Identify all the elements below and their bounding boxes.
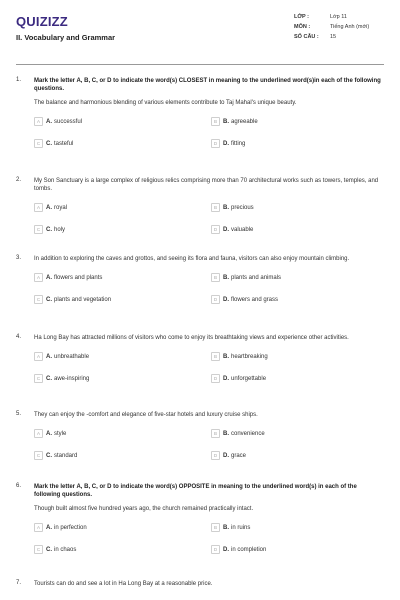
answer-option-b[interactable] (209, 352, 384, 361)
answer-options (34, 523, 384, 554)
option-label: C. (46, 296, 52, 303)
question-body (34, 411, 384, 460)
question-stem: My Son Sanctuary is a large complex of religious relics comprising more than 70 architectural works such as towers, temples, and tombs. (34, 178, 379, 192)
option-label: B. (223, 274, 229, 281)
option-checkbox[interactable]: A (34, 203, 43, 212)
option-checkbox[interactable]: B (211, 429, 220, 438)
question-instruction: Mark the letter A, B, C, or D to indicate the word(s) OPPOSITE in meaning to the underlined word(s) in each of the following questions. (34, 484, 357, 498)
answer-option-d[interactable] (209, 451, 384, 460)
option-label: B. (223, 430, 229, 437)
question-number: 4. (16, 334, 22, 340)
question-item (16, 411, 384, 460)
question-stem: Ha Long Bay has attracted millions of visitors who come to enjoy its breathtaking views and experience other activities. (34, 335, 349, 341)
option-checkbox[interactable]: B (211, 273, 220, 282)
option-checkbox[interactable]: B (211, 523, 220, 532)
option-text: fitting (231, 140, 246, 147)
option-label: A. (46, 274, 52, 281)
option-checkbox[interactable]: C (34, 225, 43, 234)
option-label: D. (223, 296, 229, 303)
option-text: royal (54, 204, 68, 211)
meta-row-count (294, 32, 384, 42)
option-text: grace (231, 452, 247, 459)
answer-option-c[interactable] (34, 139, 209, 148)
option-checkbox[interactable]: A (34, 117, 43, 126)
option-checkbox[interactable]: B (211, 352, 220, 361)
meta-key: SỐ CÂU : (294, 34, 319, 40)
option-text: valuable (231, 226, 254, 233)
option-label: D. (223, 140, 229, 147)
option-text: successful (54, 118, 83, 125)
question-body (34, 334, 384, 383)
question-item (16, 255, 384, 304)
question-number: 2. (16, 177, 22, 183)
option-text: precious (231, 204, 254, 211)
option-text: plants and vegetation (54, 296, 112, 303)
option-checkbox[interactable]: A (34, 273, 43, 282)
meta-value: Lớp 11 (330, 14, 347, 20)
answer-option-a[interactable] (34, 429, 209, 438)
option-text: in perfection (54, 524, 87, 531)
question-stem: The balance and harmonious blending of various elements contribute to Taj Mahal's unique beauty. (34, 100, 297, 106)
question-body (34, 580, 384, 588)
question-item (16, 483, 384, 554)
answer-options (34, 273, 384, 304)
answer-option-b[interactable] (209, 523, 384, 532)
option-label: B. (223, 204, 229, 211)
question-stem: In addition to exploring the caves and grottos, and seeing its flora and fauna, visitors can also enjoy mountain climbing. (34, 256, 350, 262)
question-item (16, 177, 384, 234)
answer-option-d[interactable] (209, 374, 384, 383)
answer-options (34, 429, 384, 460)
option-label: D. (223, 226, 229, 233)
option-checkbox[interactable]: C (34, 295, 43, 304)
answer-option-a[interactable] (34, 352, 209, 361)
answer-option-d[interactable] (209, 295, 384, 304)
option-checkbox[interactable]: B (211, 203, 220, 212)
option-label: C. (46, 452, 52, 459)
question-item (16, 580, 384, 598)
question-body (34, 483, 384, 554)
option-checkbox[interactable]: B (211, 117, 220, 126)
option-text: agreeable (231, 118, 258, 125)
question-number: 5. (16, 411, 22, 417)
option-label: C. (46, 140, 52, 147)
option-label: A. (46, 118, 52, 125)
answer-option-a[interactable] (34, 117, 209, 126)
section-title: II. Vocabulary and Grammar (16, 33, 116, 42)
option-label: D. (223, 375, 229, 382)
option-checkbox[interactable]: D (211, 225, 220, 234)
question-instruction: Mark the letter A, B, C, or D to indicate the word(s) CLOSEST in meaning to the underlined word(s)in each of the following questions. (34, 78, 381, 92)
worksheet-header (16, 12, 384, 64)
option-label: A. (46, 204, 52, 211)
answer-option-d[interactable] (209, 225, 384, 234)
answer-option-a[interactable] (34, 203, 209, 212)
meta-key: MÔN : (294, 24, 311, 30)
option-label: A. (46, 353, 52, 360)
option-text: standard (54, 452, 78, 459)
option-text: heartbreaking (231, 353, 268, 360)
answer-option-d[interactable] (209, 545, 384, 554)
option-label: B. (223, 118, 229, 125)
question-body (34, 77, 384, 148)
option-checkbox[interactable]: C (34, 545, 43, 554)
meta-key: LỚP : (294, 14, 309, 20)
option-checkbox[interactable]: D (211, 374, 220, 383)
option-checkbox[interactable]: A (34, 352, 43, 361)
answer-option-b[interactable] (209, 273, 384, 282)
meta-value: 15 (330, 34, 337, 40)
option-text: in completion (231, 546, 267, 553)
option-label: A. (46, 430, 52, 437)
answer-options (34, 352, 384, 383)
answer-option-c[interactable] (34, 545, 209, 554)
answer-option-a[interactable] (34, 273, 209, 282)
option-label: A. (46, 524, 52, 531)
answer-option-b[interactable] (209, 429, 384, 438)
question-item (16, 77, 384, 148)
question-number: 6. (16, 483, 22, 489)
question-stem: Though built almost five hundred years ago, the church remained practically intact. (34, 506, 254, 512)
answer-option-b[interactable] (209, 203, 384, 212)
question-number: 3. (16, 255, 22, 261)
option-checkbox[interactable]: D (211, 139, 220, 148)
question-number: 1. (16, 77, 22, 83)
option-checkbox[interactable]: D (211, 545, 220, 554)
option-checkbox[interactable]: A (34, 523, 43, 532)
answer-option-b[interactable] (209, 117, 384, 126)
question-body (34, 177, 384, 234)
header-divider (16, 64, 384, 65)
question-stem: Tourists can do and see a lot in Ha Long Bay at a reasonable price. (34, 581, 213, 587)
option-label: B. (223, 524, 229, 531)
question-stem: They can enjoy the -comfort and elegance of five-star hotels and luxury cruise ships. (34, 412, 258, 418)
worksheet-meta (294, 12, 384, 42)
answer-option-c[interactable] (34, 295, 209, 304)
option-checkbox[interactable]: C (34, 374, 43, 383)
option-label: D. (223, 546, 229, 553)
question-body (34, 255, 384, 304)
option-checkbox[interactable]: D (211, 295, 220, 304)
option-checkbox[interactable]: D (211, 451, 220, 460)
option-text: awe-inspiring (54, 375, 90, 382)
answer-options (34, 117, 384, 148)
answer-option-c[interactable] (34, 374, 209, 383)
option-text: unbreathable (54, 353, 90, 360)
option-text: plants and animals (231, 274, 282, 281)
quizizz-logo: QUIZIZZ (16, 14, 68, 29)
option-text: in chaos (54, 546, 77, 553)
answer-option-a[interactable] (34, 523, 209, 532)
answer-option-d[interactable] (209, 139, 384, 148)
option-label: D. (223, 452, 229, 459)
option-label: C. (46, 375, 52, 382)
option-checkbox[interactable]: A (34, 429, 43, 438)
option-checkbox[interactable]: C (34, 139, 43, 148)
meta-row-subject (294, 22, 384, 32)
question-item (16, 334, 384, 383)
option-checkbox[interactable]: C (34, 451, 43, 460)
option-text: flowers and grass (231, 296, 279, 303)
option-text: convenience (231, 430, 265, 437)
option-label: C. (46, 546, 52, 553)
option-text: style (54, 430, 67, 437)
meta-row-class (294, 12, 384, 22)
option-text: tasteful (54, 140, 74, 147)
option-text: unforgettable (231, 375, 267, 382)
answer-option-c[interactable] (34, 451, 209, 460)
question-number: 7. (16, 580, 22, 586)
answer-option-c[interactable] (34, 225, 209, 234)
option-text: holy (54, 226, 66, 233)
option-label: C. (46, 226, 52, 233)
answer-options (34, 203, 384, 234)
option-text: flowers and plants (54, 274, 103, 281)
option-text: in ruins (231, 524, 251, 531)
meta-value: Tiếng Anh (mới) (330, 24, 370, 30)
option-label: B. (223, 353, 229, 360)
